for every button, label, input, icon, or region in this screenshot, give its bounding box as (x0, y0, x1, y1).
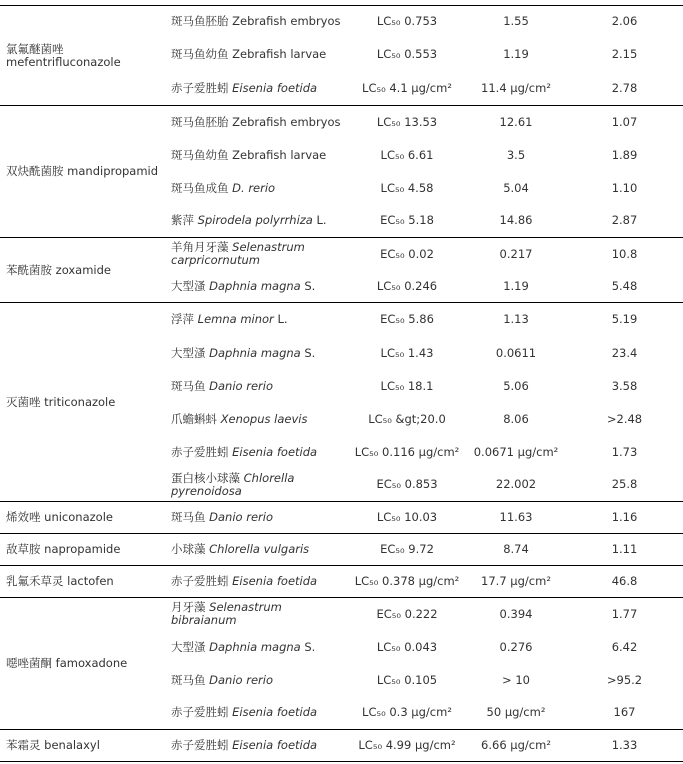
organism-latin-name: D. rerio (232, 180, 276, 195)
second-value-cell: 1.13 (466, 303, 566, 337)
second-value-cell: 5.06 (503, 378, 529, 393)
second-value-cell: 1.19 (503, 47, 529, 61)
ratio-value-cell: 25.8 (566, 469, 683, 502)
organism-cell (165, 72, 348, 106)
organism-latin-name: Danio rerio (209, 378, 273, 393)
second-value-cell: 0.0671 μg/cm² (473, 444, 559, 459)
organism-name: 大型溞 (171, 345, 210, 360)
toxicity-value-cell: LC₅₀ 18.1 (380, 378, 434, 393)
organism-latin-name: Selenastrum bibraianum (171, 600, 282, 628)
organism-name: 斑马鱼幼鱼 Zebrafish larvae (171, 147, 327, 162)
organism-name: 赤子爱胜蚓 (171, 738, 233, 752)
organism-latin-name: Chlorella pyrenoidosa (171, 470, 295, 498)
organism-latin-name: Danio rerio (209, 510, 273, 524)
toxicity-value-cell: EC₅₀ 5.86 (348, 303, 466, 337)
second-value-cell: 1.55 (466, 6, 566, 38)
second-value-cell: 0.217 (466, 238, 566, 271)
organism-cell (165, 697, 348, 730)
organism-latin-name: Lemna minor (197, 312, 274, 327)
organism-name: 斑马鱼胚胎 Zebrafish embryos (171, 114, 341, 129)
ratio-value-cell: 167 (566, 697, 683, 730)
ratio-value-cell: 5.19 (566, 303, 683, 337)
toxicity-value-cell: LC₅₀ 0.378 μg/cm² (348, 566, 466, 598)
organism-cell (165, 337, 348, 370)
toxicity-value-cell: LC₅₀ 4.58 (380, 180, 434, 195)
organism-name: 斑马鱼 (171, 672, 210, 687)
toxicity-value-cell: LC₅₀ &gt;20.0 (368, 411, 446, 426)
table-row (0, 238, 683, 271)
organism-cell (165, 436, 348, 469)
ratio-value-cell: 1.11 (566, 534, 683, 566)
second-value-cell: 11.4 μg/cm² (466, 72, 566, 106)
organism-latin-name: Spirodela polyrrhiza (197, 213, 313, 228)
ratio-value-cell: 10.8 (566, 238, 683, 271)
compound-name: 烯效唑 uniconazole (0, 502, 165, 534)
organism-latin-name: Xenopus laevis (220, 411, 308, 426)
organism-name: 斑马鱼胚胎 Zebrafish embryos (171, 14, 341, 29)
organism-name: 大型溞 (171, 639, 210, 654)
organism-name: 斑马鱼 (171, 510, 210, 524)
ratio-value-cell: 2.15 (611, 47, 638, 61)
organism-name: 爪蟾蝌蚪 (171, 411, 221, 426)
organism-name: 羊角月牙藻 (171, 240, 233, 255)
organism-name: 赤子爱胜蚓 (171, 705, 233, 720)
ratio-value-cell: 6.42 (611, 639, 638, 654)
ratio-value-cell: 3.58 (611, 378, 638, 393)
ratio-value-cell: 2.87 (566, 205, 683, 238)
toxicity-value-cell: LC₅₀ 4.99 μg/cm² (348, 730, 466, 762)
organism-name: 斑马鱼 (171, 378, 210, 393)
second-value-cell: 3.5 (506, 147, 526, 162)
second-value-cell: 0.0611 (495, 345, 537, 360)
organism-name: 赤子爱胜蚓 (171, 444, 233, 459)
ratio-value-cell: 1.16 (566, 502, 683, 534)
organism-cell (165, 238, 348, 271)
organism-name: 月牙藻 (171, 600, 210, 615)
toxicity-value-cell: EC₅₀ 0.02 (348, 238, 466, 271)
organism-latin-name: Eisenia foetida (232, 80, 318, 95)
toxicity-value-cell: EC₅₀ 0.222 (348, 598, 466, 631)
second-value-cell: 11.63 (466, 502, 566, 534)
organism-cell (165, 271, 348, 303)
table-row (0, 598, 683, 631)
organism-name: 赤子爱胜蚓 (171, 574, 233, 588)
table-row (0, 106, 683, 139)
organism-cell (165, 370, 348, 403)
organism-cell (165, 38, 348, 72)
compound-name: 乳氟禾草灵 lactofen (0, 566, 165, 598)
organism-suffix: L. (312, 213, 327, 228)
second-value-cell: 8.74 (466, 534, 566, 566)
organism-cell (165, 502, 348, 534)
organism-suffix: L. (273, 312, 288, 327)
organism-cell (165, 172, 348, 205)
organism-cell (165, 534, 348, 566)
organism-name: 大型溞 (171, 278, 210, 293)
organism-name: 蛋白核小球藻 (171, 470, 244, 485)
organism-name: 斑马鱼幼鱼 Zebrafish larvae (171, 47, 327, 61)
ratio-value-cell: 46.8 (566, 566, 683, 598)
second-value-cell: 5.04 (503, 180, 529, 195)
second-value-cell: 1.19 (466, 271, 566, 303)
ratio-value-cell: 2.78 (566, 72, 683, 106)
ratio-value-cell: 23.4 (611, 345, 638, 360)
organism-suffix: S. (300, 345, 316, 360)
toxicity-value-cell: LC₅₀ 0.553 (376, 47, 438, 61)
organism-name: 浮萍 (171, 312, 198, 327)
toxicity-value-cell: LC₅₀ 0.246 (348, 271, 466, 303)
ratio-value-cell: >2.48 (606, 411, 643, 426)
organism-cell (165, 469, 348, 502)
compound-name: 敌草胺 napropamide (0, 534, 165, 566)
organism-latin-name: Eisenia foetida (232, 444, 318, 459)
table-row (0, 534, 683, 566)
compound-name: 苯霜灵 benalaxyl (0, 730, 165, 762)
toxicity-value-cell: LC₅₀ 13.53 (348, 106, 466, 139)
second-value-cell: 22.002 (466, 469, 566, 502)
toxicity-value-cell: LC₅₀ 0.753 (348, 6, 466, 38)
toxicity-value-cell: EC₅₀ 5.18 (348, 205, 466, 238)
organism-latin-name: Daphnia magna (209, 639, 301, 654)
toxicity-value-cell: LC₅₀ 4.1 μg/cm² (348, 72, 466, 106)
organism-name: 赤子爱胜蚓 (171, 80, 233, 95)
organism-name: 小球藻 (171, 542, 210, 556)
second-value-cell: 0.394 (466, 598, 566, 631)
ratio-value-cell: 1.77 (566, 598, 683, 631)
ratio-value-cell: 2.06 (566, 6, 683, 38)
organism-suffix: S. (300, 278, 316, 293)
second-value-cell: 8.06 (503, 411, 529, 426)
second-value-cell: 17.7 μg/cm² (466, 566, 566, 598)
ratio-value-cell: 1.07 (566, 106, 683, 139)
second-value-cell: 14.86 (466, 205, 566, 238)
organism-suffix: S. (300, 639, 316, 654)
second-value-cell: 12.61 (466, 106, 566, 139)
ratio-value-cell: 5.48 (566, 271, 683, 303)
organism-latin-name: Eisenia foetida (232, 574, 318, 588)
organism-cell (165, 664, 348, 697)
second-value-cell: 0.276 (499, 639, 533, 654)
toxicity-value-cell: LC₅₀ 6.61 (380, 147, 434, 162)
organism-latin-name: Danio rerio (209, 672, 273, 687)
toxicity-value-cell: EC₅₀ 0.853 (348, 469, 466, 502)
second-value-cell: 50 μg/cm² (466, 697, 566, 730)
ratio-value-cell: 1.73 (611, 444, 638, 459)
organism-cell (165, 566, 348, 598)
table-row (0, 303, 683, 337)
organism-name: 斑马鱼成鱼 (171, 180, 233, 195)
compound-name: 苯酰菌胺 zoxamide (0, 238, 165, 303)
compound-name: 氯氟醚菌唑 mefentrifluconazole (0, 6, 165, 106)
organism-latin-name: Daphnia magna (209, 278, 301, 293)
organism-latin-name: Eisenia foetida (232, 705, 318, 720)
toxicity-table-body (0, 6, 683, 762)
toxicity-table (0, 5, 683, 762)
ratio-value-cell: 1.10 (611, 180, 638, 195)
toxicity-value-cell: LC₅₀ 0.116 μg/cm² (354, 444, 460, 459)
compound-name: 双炔酰菌胺 mandipropamid (0, 106, 165, 238)
second-value-cell: 6.66 μg/cm² (466, 730, 566, 762)
organism-cell (165, 139, 348, 172)
table-row (0, 566, 683, 598)
table-row (0, 502, 683, 534)
organism-cell (165, 631, 348, 664)
organism-latin-name: Eisenia foetida (232, 738, 318, 752)
compound-name: 噁唑菌酮 famoxadone (0, 598, 165, 730)
compound-name: 灭菌唑 triticonazole (0, 303, 165, 502)
toxicity-value-cell: LC₅₀ 1.43 (380, 345, 434, 360)
toxicity-value-cell: LC₅₀ 10.03 (348, 502, 466, 534)
organism-cell (165, 403, 348, 436)
organism-cell (165, 730, 348, 762)
organism-cell (165, 303, 348, 337)
organism-latin-name: Chlorella vulgaris (209, 542, 310, 556)
table-row (0, 730, 683, 762)
toxicity-value-cell: LC₅₀ 0.105 (376, 672, 438, 687)
organism-cell (165, 598, 348, 631)
organism-cell (165, 6, 348, 38)
toxicity-value-cell: LC₅₀ 0.043 (376, 639, 438, 654)
ratio-value-cell: 1.89 (611, 147, 638, 162)
toxicity-value-cell: LC₅₀ 0.3 μg/cm² (348, 697, 466, 730)
organism-name: 紫萍 (171, 213, 198, 228)
organism-cell (165, 205, 348, 238)
organism-cell (165, 106, 348, 139)
organism-latin-name: Daphnia magna (209, 345, 301, 360)
second-value-cell: > 10 (502, 672, 530, 687)
ratio-value-cell: 1.33 (566, 730, 683, 762)
toxicity-value-cell: EC₅₀ 9.72 (348, 534, 466, 566)
ratio-value-cell: >95.2 (606, 672, 643, 687)
table-row (0, 6, 683, 38)
organism-latin-name: Selenastrum carpricornutum (171, 240, 305, 268)
